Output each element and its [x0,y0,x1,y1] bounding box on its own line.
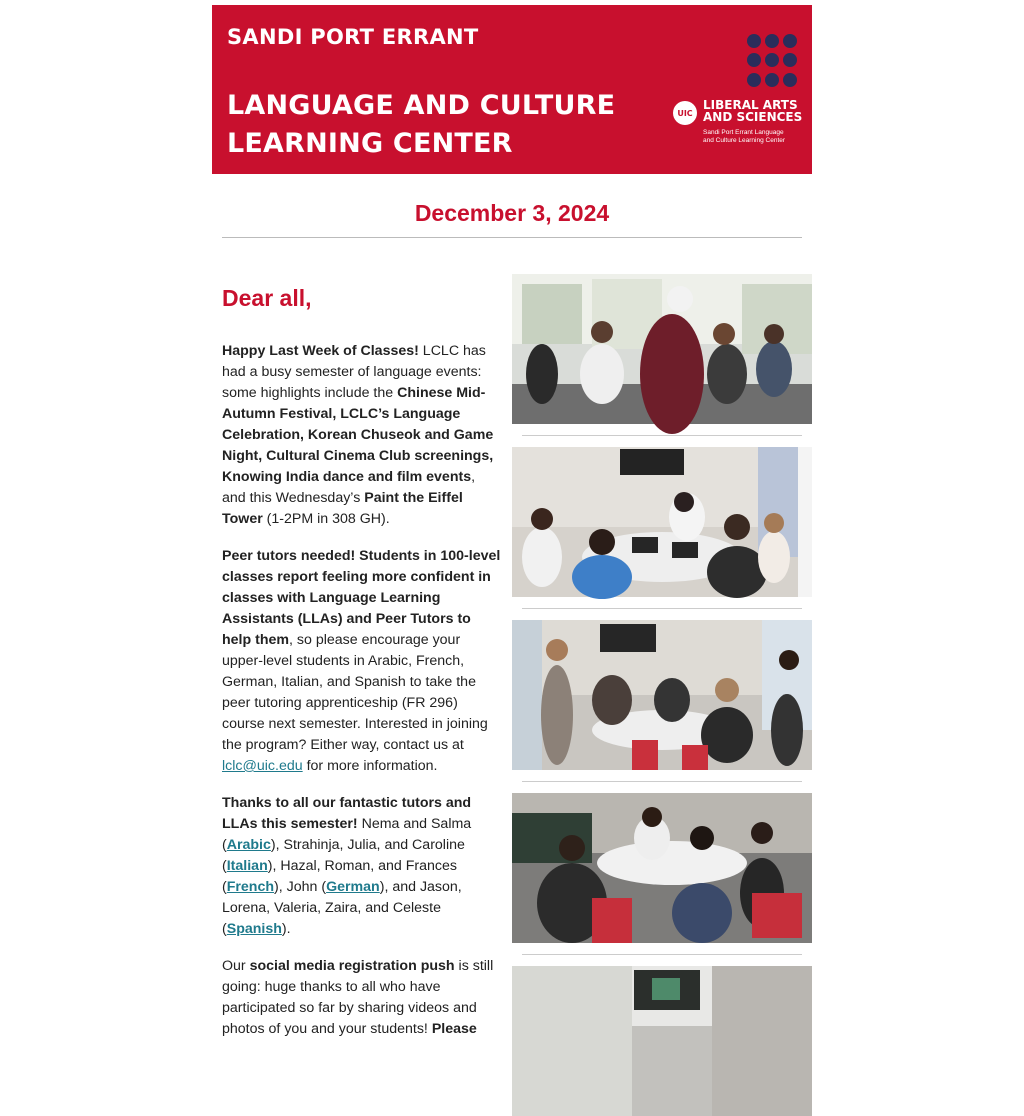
link-french[interactable]: French [226,879,275,895]
paragraph-emphasis: Please [431,1021,477,1037]
paragraph-text: Nema and Salma ( [222,816,472,853]
paragraph-text: ), John ( [274,879,327,895]
link-italian[interactable]: Italian [226,858,268,874]
banner-headline [227,87,615,163]
paragraph-text: is still going: huge thanks to all who have participated so far by sharing videos and photos of you and your students! [222,958,494,1037]
banner-eyebrow: SANDI PORT ERRANT [227,25,479,49]
las-logo-subtitle: Sandi Port Errant Language and Culture Learning Center [703,129,786,144]
event-name: Paint the Eiffel Tower [222,490,463,527]
photo-round-table [512,793,812,943]
photo-divider [522,435,802,436]
paragraph-lead: Happy Last Week of Classes! [222,343,419,359]
link-spanish[interactable]: Spanish [226,921,282,937]
photo-tutoring-room [512,620,812,770]
paragraph-text: ), and Jason, Lorena, Valeria, Zaira, and Celeste ( [222,879,462,937]
paragraph-text: ). [281,921,291,937]
paragraph-text: , and this Wednesday’s [222,469,476,506]
events-list: Chinese Mid-Autumn Festival, LCLC’s Language Celebration, Korean Chuseok and Game Night, Cultural Cinema Club screenings, Knowing India dance and film events [222,385,494,485]
greeting: Dear all, [222,285,312,311]
las-logo [673,99,808,149]
photo-divider [522,954,802,955]
email-link[interactable]: lclc@uic.edu [222,758,303,774]
paragraph-emphasis: social media registration push [249,958,455,974]
paragraph-lead: Peer tutors needed! Students in 100-level classes report feeling more confident in classes with Language Learning Assistants (LLAs) and Peer Tutors to help them [222,548,501,648]
link-german[interactable]: German [326,879,380,895]
paragraph-text: (1-2PM in 308 GH). [262,511,390,527]
photo-divider [522,781,802,782]
paragraph-peer-tutors [222,546,502,777]
uic-badge-icon: UIC [673,101,697,125]
banner-headline-line2: LEARNING CENTER [227,128,513,159]
paragraph-thanks [222,793,502,940]
dot-grid-logo-icon [747,34,801,88]
las-logo-title: LIBERAL ARTS AND SCIENCES [703,98,803,124]
photo-column [512,274,812,1116]
paragraph-lead: Thanks to all our fantastic tutors and LLAs this semester! [222,795,472,832]
photo-divider [522,608,802,609]
photo-study-table [512,447,812,597]
paragraph-text: Our [222,958,250,974]
paragraph-text: LCLC has had a busy semester of language events: some highlights include the [222,343,486,401]
paragraph-highlights [222,341,502,530]
paragraph-text: ), Strahinja, Julia, and Caroline ( [222,837,465,874]
paragraph-text: ), Hazal, Roman, and Frances ( [222,858,457,895]
paragraph-text: , so please encourage your upper-level students in Arabic, French, German, Italian, and Spanish to take the peer tutoring apprenticeship (FR 296) course next semester. Interested in joining the program? Either way, contact us at [222,632,488,753]
paragraph-text: for more information. [302,758,438,774]
photo-screening [512,966,812,1116]
photo-group-discussion [512,274,812,424]
paragraph-social-media [222,956,502,1040]
banner-headline-line1: LANGUAGE AND CULTURE [227,90,616,121]
body-text-column [222,283,502,1056]
header-banner [212,5,812,174]
divider [222,237,802,238]
newsletter-date: December 3, 2024 [414,200,610,226]
link-arabic[interactable]: Arabic [226,837,271,853]
